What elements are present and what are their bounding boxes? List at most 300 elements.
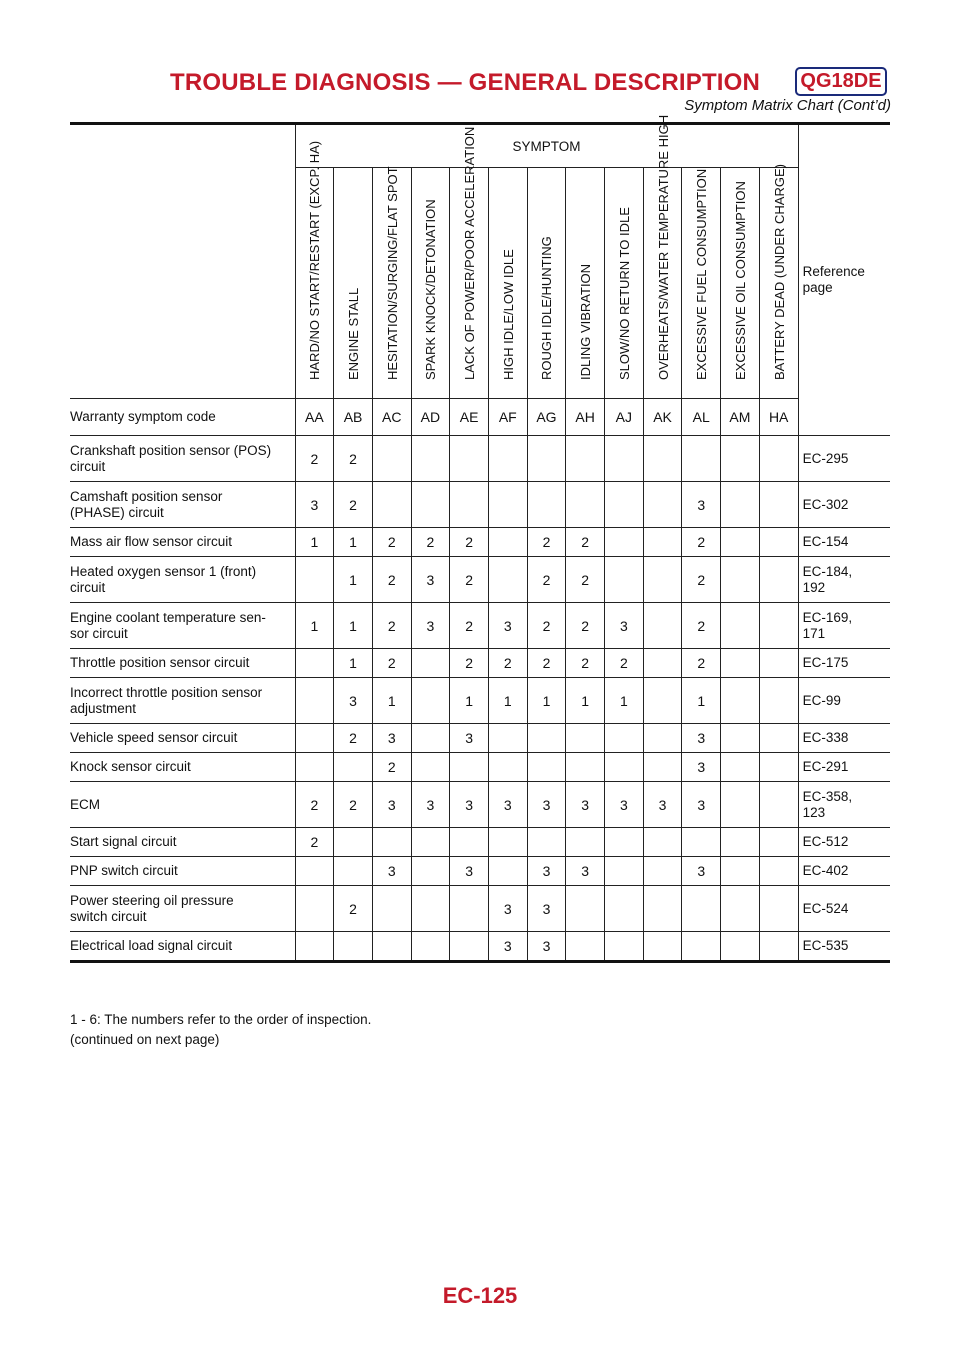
row-label-line: Mass air flow sensor circuit [70,534,233,549]
warranty-code: AM [721,399,760,436]
priority-cell: 3 [411,557,450,603]
priority-cell [295,557,334,603]
header-corner [70,124,295,399]
priority-cell [643,753,682,782]
priority-cell [721,482,760,528]
priority-cell [411,857,450,886]
priority-cell [411,724,450,753]
warranty-code: AB [334,399,373,436]
priority-cell [295,678,334,724]
priority-cell: 3 [372,782,411,828]
priority-cell [372,482,411,528]
priority-cell: 1 [527,678,566,724]
symptom-column-header [334,168,373,399]
priority-cell [411,753,450,782]
priority-cell: 2 [566,528,605,557]
symptom-column-header [682,168,721,399]
priority-cell: 3 [334,678,373,724]
priority-cell: 2 [295,436,334,482]
table-row [70,603,890,649]
priority-cell: 2 [527,603,566,649]
symptom-column-label: LACK OF POWER/POOR ACCELERATION [462,126,478,380]
priority-cell [605,753,644,782]
priority-cell: 1 [334,649,373,678]
row-label [70,603,295,649]
priority-cell: 1 [488,678,527,724]
priority-cell [759,932,798,962]
row-label [70,828,295,857]
priority-cell [411,828,450,857]
priority-cell: 3 [527,857,566,886]
priority-cell [566,436,605,482]
priority-cell [450,932,489,962]
symptom-column-header [759,164,798,399]
priority-cell [759,603,798,649]
table-row [70,724,890,753]
reference-page [798,528,890,557]
priority-cell [372,932,411,962]
priority-cell: 3 [605,603,644,649]
priority-cell [488,436,527,482]
table-row [70,557,890,603]
warranty-code: AH [566,399,605,436]
priority-cell [643,436,682,482]
priority-cell [411,886,450,932]
priority-cell [295,649,334,678]
priority-cell [334,932,373,962]
priority-cell [643,828,682,857]
symptom-column-label: HIGH IDLE/LOW IDLE [500,249,516,380]
priority-cell [527,436,566,482]
priority-cell: 3 [488,886,527,932]
warranty-code: AE [450,399,489,436]
priority-cell [643,724,682,753]
priority-cell: 2 [682,557,721,603]
row-label [70,678,295,724]
table-row [70,932,890,962]
priority-cell [759,724,798,753]
reference-page [798,482,890,528]
symptom-column-label: ROUGH IDLE/HUNTING [539,236,555,380]
symptom-column-label: SLOW/NO RETURN TO IDLE [616,207,632,380]
priority-cell [566,828,605,857]
reference-page-line: EC-302 [802,496,849,512]
priority-cell: 3 [411,603,450,649]
inspection-order-note: 1 - 6: The numbers refer to the order of inspection. [70,1012,372,1027]
priority-cell [295,932,334,962]
priority-cell: 2 [372,557,411,603]
priority-cell: 3 [682,753,721,782]
priority-cell: 3 [566,857,605,886]
row-label-line: Electrical load signal circuit [70,938,233,953]
warranty-code: AK [643,399,682,436]
priority-cell [721,649,760,678]
priority-cell [721,932,760,962]
priority-cell: 2 [682,603,721,649]
reference-page-heading: Reference page [798,124,890,436]
row-label-line: circuit [70,458,106,474]
priority-cell [759,649,798,678]
priority-cell: 3 [488,603,527,649]
priority-cell: 2 [566,557,605,603]
symptom-column-label: IDLING VIBRATION [578,263,594,380]
priority-cell [566,932,605,962]
priority-cell: 2 [450,603,489,649]
warranty-code: AA [295,399,334,436]
symptom-heading: SYMPTOM [295,124,798,168]
row-label [70,649,295,678]
priority-cell: 1 [334,528,373,557]
reference-page-line: EC-99 [802,692,841,708]
priority-cell [488,557,527,603]
table-row [70,886,890,932]
priority-cell [643,482,682,528]
row-label-line: Start signal circuit [70,834,177,849]
priority-cell [605,886,644,932]
priority-cell [721,886,760,932]
priority-cell [334,828,373,857]
reference-page [798,828,890,857]
table-row [70,436,890,482]
table-row [70,828,890,857]
reference-page-line: EC-402 [802,863,849,878]
symptom-column-header [295,140,334,399]
priority-cell [643,678,682,724]
priority-cell [759,528,798,557]
priority-cell [682,886,721,932]
priority-cell [295,857,334,886]
reference-page-line: EC-169, [802,609,853,625]
symptom-column-header [372,168,411,399]
priority-cell [527,753,566,782]
table-row [70,482,890,528]
priority-cell: 2 [372,753,411,782]
reference-page [798,649,890,678]
priority-cell [721,678,760,724]
table-row [70,528,890,557]
priority-cell [721,528,760,557]
priority-cell [721,753,760,782]
priority-cell: 2 [334,724,373,753]
priority-cell [721,782,760,828]
reference-page-line: EC-535 [802,938,849,953]
priority-cell [682,828,721,857]
priority-cell [721,603,760,649]
symptom-column-header [450,126,489,399]
priority-cell [721,436,760,482]
reference-page [798,857,890,886]
row-label [70,436,295,482]
symptom-column-label: SPARK KNOCK/DETONATION [423,199,439,380]
table-row [70,678,890,724]
row-label-line: Throttle position sensor circuit [70,655,250,670]
priority-cell [721,724,760,753]
priority-cell [411,678,450,724]
priority-cell: 2 [295,828,334,857]
priority-cell: 3 [411,782,450,828]
priority-cell: 2 [411,528,450,557]
row-label-line: Crankshaft position sensor (POS) [70,442,272,458]
symptom-column-header [488,168,527,399]
priority-cell: 3 [643,782,682,828]
engine-code-badge: QG18DE [795,67,887,96]
priority-cell: 2 [527,557,566,603]
priority-cell: 1 [566,678,605,724]
symptom-column-header [527,168,566,399]
priority-cell: 2 [450,528,489,557]
priority-cell [759,482,798,528]
priority-cell [488,482,527,528]
reference-page [798,932,890,962]
symptom-column-label: HARD/NO START/RESTART (EXCP. HA) [307,140,323,380]
priority-cell: 2 [682,649,721,678]
row-label-line: adjustment [70,700,137,716]
priority-cell: 1 [682,678,721,724]
reference-page-line: EC-358, [802,788,853,804]
priority-cell: 2 [566,603,605,649]
page-subtitle: Symptom Matrix Chart (Cont’d) [684,97,891,114]
priority-cell [759,828,798,857]
priority-cell [643,557,682,603]
reference-page-line: 192 [802,579,826,595]
reference-page [798,886,890,932]
priority-cell: 1 [450,678,489,724]
row-label-line: Power steering oil pressure [70,892,234,908]
priority-cell [759,753,798,782]
priority-cell [527,724,566,753]
priority-cell: 2 [488,649,527,678]
symptom-column-label: EXCESSIVE FUEL CONSUMPTION [694,168,710,380]
priority-cell [566,724,605,753]
priority-cell [759,436,798,482]
warranty-code: AD [411,399,450,436]
priority-cell [372,436,411,482]
priority-cell: 1 [372,678,411,724]
priority-cell: 3 [450,724,489,753]
reference-page-line: EC-184, [802,563,853,579]
row-label [70,482,295,528]
priority-cell [450,436,489,482]
priority-cell: 3 [682,782,721,828]
priority-cell [411,482,450,528]
reference-page-line: EC-291 [802,759,849,774]
table-row [70,857,890,886]
symptom-column-label: ENGINE STALL [346,287,362,380]
row-label [70,857,295,886]
priority-cell: 2 [334,482,373,528]
priority-cell: 2 [450,649,489,678]
priority-cell: 1 [334,557,373,603]
priority-cell [527,828,566,857]
priority-cell: 2 [605,649,644,678]
priority-cell: 3 [295,482,334,528]
row-label-line: switch circuit [70,908,147,924]
row-label-line: Heated oxygen sensor 1 (front) [70,563,257,579]
priority-cell [643,528,682,557]
page-number: EC-125 [442,1283,518,1308]
row-label [70,782,295,828]
priority-cell [295,724,334,753]
priority-cell [411,649,450,678]
priority-cell [682,932,721,962]
priority-cell [334,857,373,886]
priority-cell: 2 [334,886,373,932]
priority-cell: 2 [527,528,566,557]
priority-cell: 3 [488,782,527,828]
row-label-line: circuit [70,579,106,595]
priority-cell: 1 [334,603,373,649]
priority-cell [605,932,644,962]
priority-cell [450,753,489,782]
priority-cell [759,782,798,828]
symptom-column-header [643,114,682,399]
priority-cell [759,857,798,886]
symptom-column-label: BATTERY DEAD (UNDER CHARGE) [771,164,787,380]
reference-page-line: EC-524 [802,900,849,916]
reference-page [798,753,890,782]
priority-cell: 3 [527,886,566,932]
priority-cell [721,557,760,603]
priority-cell: 3 [450,782,489,828]
row-label-line: Engine coolant temperature sen- [70,609,266,625]
priority-cell [759,886,798,932]
priority-cell [450,828,489,857]
priority-cell [372,886,411,932]
priority-cell [759,678,798,724]
priority-cell [759,557,798,603]
priority-cell [527,482,566,528]
row-label [70,557,295,603]
priority-cell [643,932,682,962]
priority-cell: 3 [682,482,721,528]
priority-cell: 3 [682,724,721,753]
warranty-code: AJ [605,399,644,436]
section-title: TROUBLE DIAGNOSIS — GENERAL DESCRIPTION [170,69,761,96]
priority-cell [372,828,411,857]
reference-page [798,782,890,828]
priority-cell: 3 [566,782,605,828]
priority-cell [411,932,450,962]
row-label [70,753,295,782]
row-label-line: Incorrect throttle position sensor [70,684,263,700]
row-label-line: Vehicle speed sensor circuit [70,730,238,745]
symptom-column-label: OVERHEATS/WATER TEMPERATURE HIGH [655,114,671,380]
table-row [70,649,890,678]
reference-page-line: EC-295 [802,450,849,466]
priority-cell [643,649,682,678]
row-label-line: ECM [70,796,100,812]
reference-page-line: EC-338 [802,730,849,745]
priority-cell [488,753,527,782]
priority-cell: 3 [372,857,411,886]
warranty-code-label: Warranty symptom code [70,399,295,436]
priority-cell [605,528,644,557]
priority-cell [605,724,644,753]
row-label-line: PNP switch circuit [70,863,178,878]
priority-cell [605,482,644,528]
priority-cell: 3 [682,857,721,886]
table-row [70,753,890,782]
priority-cell [643,603,682,649]
priority-cell [721,857,760,886]
priority-cell: 1 [295,528,334,557]
priority-cell [643,857,682,886]
priority-cell: 2 [334,436,373,482]
priority-cell: 3 [527,932,566,962]
priority-cell [643,886,682,932]
reference-page [798,724,890,753]
priority-cell [488,857,527,886]
row-label-line: sor circuit [70,625,128,641]
row-label [70,528,295,557]
reference-page-line: EC-154 [802,534,849,549]
symptom-column-header [566,168,605,399]
priority-cell: 2 [295,782,334,828]
reference-page-line: 171 [802,625,826,641]
symptom-column-label: HESITATION/SURGING/FLAT SPOT [384,166,400,380]
priority-cell [566,753,605,782]
row-label [70,932,295,962]
priority-cell [605,828,644,857]
priority-cell: 3 [605,782,644,828]
priority-cell [488,724,527,753]
row-label [70,724,295,753]
priority-cell [488,828,527,857]
priority-cell [488,528,527,557]
continued-note: (continued on next page) [70,1032,220,1047]
symptom-matrix-table [70,114,890,963]
row-label [70,886,295,932]
priority-cell [295,753,334,782]
priority-cell: 2 [527,649,566,678]
priority-cell [450,886,489,932]
reference-page [798,678,890,724]
priority-cell [450,482,489,528]
priority-cell [566,482,605,528]
priority-cell [721,828,760,857]
warranty-code: AF [488,399,527,436]
row-label-line: (PHASE) circuit [70,504,164,520]
priority-cell: 1 [295,603,334,649]
priority-cell: 3 [450,857,489,886]
priority-cell [411,436,450,482]
priority-cell [605,436,644,482]
row-label-line: Knock sensor circuit [70,759,191,774]
reference-page [798,557,890,603]
priority-cell [605,557,644,603]
priority-cell: 2 [334,782,373,828]
priority-cell [334,753,373,782]
reference-page [798,603,890,649]
reference-page [798,436,890,482]
priority-cell: 2 [682,528,721,557]
priority-cell [295,886,334,932]
priority-cell: 3 [372,724,411,753]
reference-page-line: EC-175 [802,655,849,670]
priority-cell: 2 [566,649,605,678]
priority-cell: 2 [372,603,411,649]
priority-cell: 2 [450,557,489,603]
priority-cell [566,886,605,932]
table-row [70,782,890,828]
symptom-column-header [605,168,644,399]
priority-cell: 3 [488,932,527,962]
priority-cell: 3 [527,782,566,828]
row-label-line: Camshaft position sensor [70,488,223,504]
symptom-column-header [721,168,760,399]
warranty-code: AG [527,399,566,436]
warranty-code: AC [372,399,411,436]
